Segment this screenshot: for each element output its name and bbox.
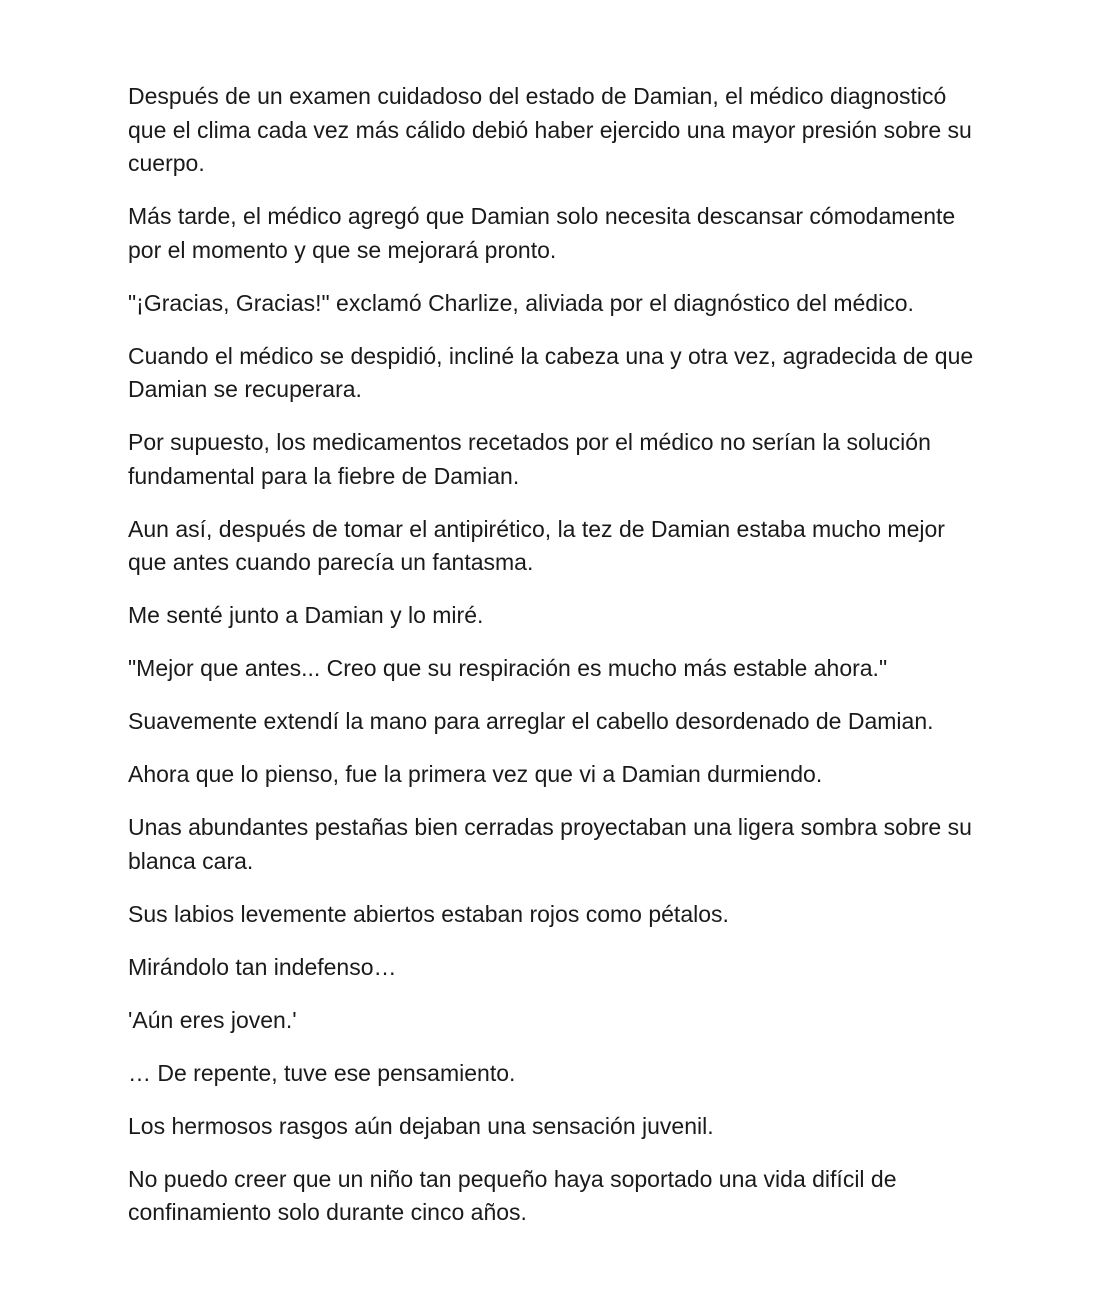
paragraph: Mirándolo tan indefenso… [128, 953, 397, 980]
paragraph: Me senté junto a Damian y lo miré. [128, 602, 484, 628]
paragraph: Suavemente extendí la mano para arreglar el cabello desordenado de Damian. [128, 708, 934, 734]
paragraph: Después de un examen cuidadoso del estado de Damian, el médico diagnosticó que el clima cada vez más cálido debió haber ejercido una mayor presión sobre su cuerpo. [128, 83, 972, 176]
paragraph: Ahora que lo pienso, fue la primera vez que vi a Damian durmiendo. [128, 761, 823, 787]
paragraph: 'Aún eres joven.' [128, 1006, 297, 1033]
paragraph: Sus labios levemente abiertos estaban rojos como pétalos. [128, 900, 729, 927]
paragraph: "Mejor que antes... Creo que su respiración es mucho más estable ahora." [128, 655, 888, 681]
paragraph: Aun así, después de tomar el antipirético, la tez de Damian estaba mucho mejor que antes cuando parecía un fantasma. [128, 515, 945, 575]
paragraph: Por supuesto, los medicamentos recetados por el médico no serían la solución fundamental para la fiebre de Damian. [128, 429, 931, 489]
paragraph: No puedo creer que un niño tan pequeño haya soportado una vida difícil de confinamiento solo durante cinco años. [128, 1165, 897, 1225]
paragraph: Unas abundantes pestañas bien cerradas proyectaban una ligera sombra sobre su blanca cara. [128, 814, 972, 874]
document-body [128, 80, 978, 1249]
paragraph: Más tarde, el médico agregó que Damian solo necesita descansar cómodamente por el momento y que se mejorará pronto. [128, 203, 956, 263]
paragraph: … De repente, tuve ese pensamiento. [128, 1059, 516, 1086]
paragraph: Los hermosos rasgos aún dejaban una sensación juvenil. [128, 1112, 714, 1139]
paragraph: Cuando el médico se despidió, incliné la cabeza una y otra vez, agradecida de que Damian se recuperara. [128, 342, 974, 402]
paragraph: "¡Gracias, Gracias!" exclamó Charlize, aliviada por el diagnóstico del médico. [128, 289, 914, 316]
